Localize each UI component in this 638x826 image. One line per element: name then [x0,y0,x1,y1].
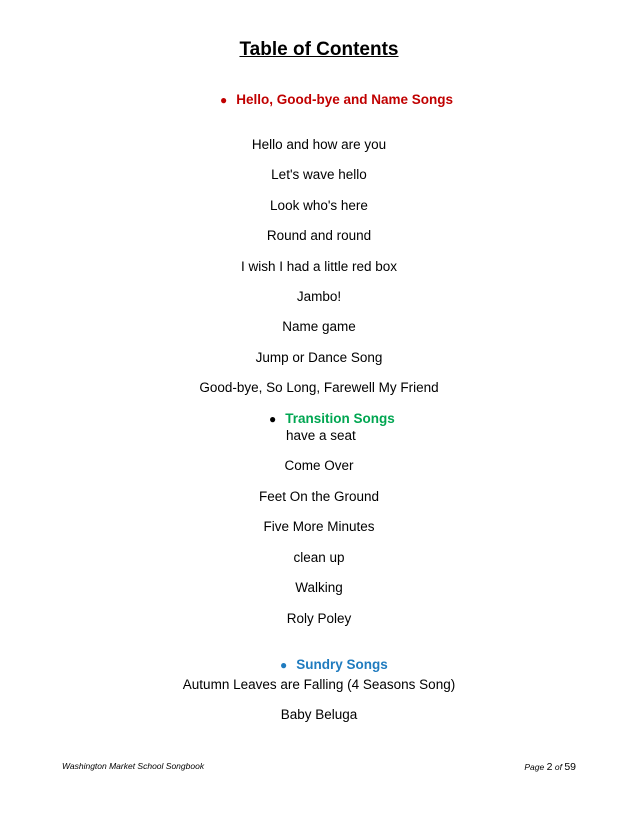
toc-item: Come Over [284,458,354,473]
page-total: 59 [564,761,576,773]
section-heading-sundry [280,657,388,672]
toc-item: Jambo! [296,289,342,304]
bullet-icon: ● [220,93,228,107]
bullet-icon: ● [280,658,288,672]
toc-item: Five More Minutes [263,519,375,534]
toc-item: Roly Poley [286,611,352,626]
toc-item: have a seat [286,428,356,443]
page-current: 2 [546,761,553,773]
section-heading-hello [220,92,453,107]
footer-left: Washington Market School Songbook [62,761,205,771]
section-heading-label: Sundry Songs [296,657,388,672]
toc-item: Autumn Leaves are Falling (4 Seasons Song) [182,677,456,692]
bullet-icon: ● [269,412,277,426]
toc-item: I wish I had a little red box [240,259,398,274]
section-heading-label: Transition Songs [285,411,395,426]
page-of: of [554,762,562,772]
toc-item: Good-bye, So Long, Farewell My Friend [199,380,439,395]
toc-item: Hello and how are you [251,137,387,152]
section-heading-label: Hello, Good-bye and Name Songs [236,92,454,107]
section-heading-transition [269,411,395,426]
toc-item: clean up [293,550,345,565]
page-number [524,761,576,773]
page-title: Table of Contents [239,39,399,60]
toc-item: Walking [295,580,343,595]
page-label: Page [524,762,545,772]
toc-item: Name game [282,319,356,334]
toc-item: Baby Beluga [280,707,358,722]
toc-item: Feet On the Ground [258,489,380,504]
toc-item: Round and round [266,228,372,243]
toc-item: Jump or Dance Song [255,350,383,365]
toc-item: Let's wave hello [271,167,367,182]
toc-item: Look who's here [270,198,368,213]
